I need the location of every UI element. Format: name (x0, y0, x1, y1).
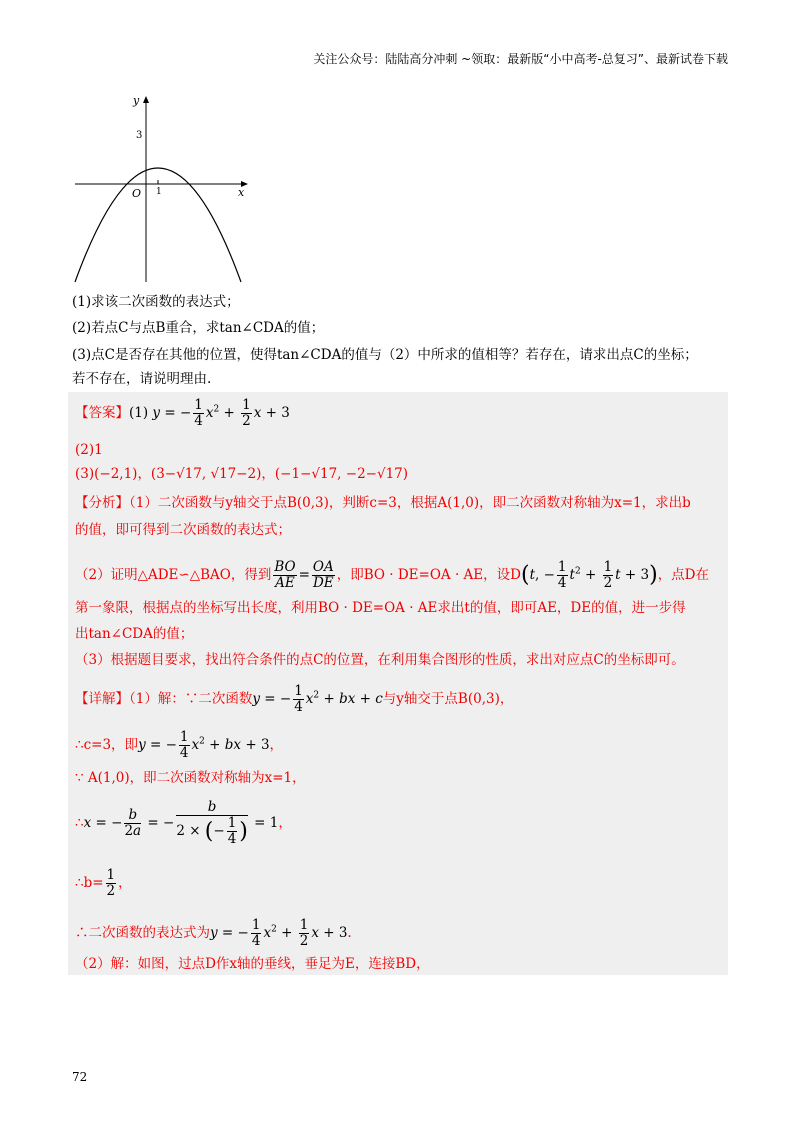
detail-line-1: 【详解】（1）解：∵二次函数y = − $\frac{1}{4}$ $x^2$ + bx + c与y轴交于点B(0,3)， (75, 683, 514, 715)
analysis-line-5: （3）根据题目要求，找出符合条件的点C的位置，在利用集合图形的性质，求出对应点C的坐标即可。 (75, 652, 685, 668)
detail-line-7: （2）解：如图，过点D作x轴的垂线，垂足为E，连接BD， (75, 956, 430, 972)
question-3: (3)点C是否存在其他的位置，使得tan∠CDA的值与（2）中所求的值相等？若存在，请求出点C的坐标； (72, 347, 698, 363)
analysis-tag: 【分析】 (75, 495, 129, 511)
detail-text-1b: 与y轴交于点B(0,3)， (382, 691, 514, 707)
answer-2: (2)1 (75, 442, 103, 458)
y-intercept-label: 3 (136, 130, 143, 141)
answer-1-prefix: (1) (129, 405, 149, 421)
analysis-text-2b: ，即BO · DE=OA · AE，设D (336, 567, 521, 583)
analysis-text-1a: （1）二次函数与y轴交于点B(0,3)，判断c=3，根据A(1,0)，即二次函数对称轴为x=1，求出b (129, 495, 691, 511)
analysis-line-1b: 的值，即可得到二次函数的表达式； (75, 522, 291, 538)
question-2: (2)若点C与点B重合，求tan∠CDA的值； (72, 320, 325, 336)
x-axis-label: x (238, 186, 245, 199)
origin-label: O (132, 187, 142, 200)
page-number: 72 (72, 1070, 88, 1084)
detail-line-6: ∴二次函数的表达式为y = − $\frac{1}{4}$ $x^2$ + $\frac{1}{2}$ x + 3. (75, 917, 352, 949)
parabola-graph (70, 92, 260, 287)
analysis-line-3: 第一象限，根据点的坐标写出长度，利用BO · DE=OA · AE求出t的值，即可AE，DE的值，进一步得 (75, 600, 686, 616)
analysis-line-2: （2）证明△ADE∽△BAO，得到 $\frac{BO}{AE}$ = $\frac{OA}{DE}$ ，即BO · DE=OA · AE，设D(t, − $\frac{1}{4}$ $t^2$ + $\frac{1}{2}$ t + 3)，点D在 (75, 559, 710, 591)
detail-text-2: ∴c=3，即 (75, 737, 139, 753)
analysis-line-4: 出tan∠CDA的值； (75, 626, 194, 642)
y-axis-label: y (133, 94, 140, 107)
detail-line-5: ∴b= $\frac{1}{2}$ ， (75, 867, 132, 899)
detail-tag: 【详解】 (75, 691, 129, 707)
answer-line-1: 【答案】(1) y = − $\frac{1}{4}$ $x^2$ + $\frac{1}{2}$ x + 3 (75, 397, 290, 429)
answer-3: (3)(−2,1)，(3−√17, √17−2)，(−1−√17, −2−√17) (75, 466, 409, 482)
question-1: (1)求该二次函数的表达式； (72, 294, 240, 310)
tick-label: 1 (156, 187, 162, 197)
question-3-cont: 若不存在，请说明理由. (72, 371, 212, 387)
analysis-text-2c: ，点D在 (657, 567, 710, 583)
detail-text-6: ∴二次函数的表达式为 (75, 925, 210, 941)
detail-line-2: ∴c=3，即y = − $\frac{1}{4}$ $x^2$ + bx + 3， (75, 729, 284, 761)
detail-text-4: ∴ (75, 815, 84, 831)
detail-line-4: ∴x = − $\frac{b}{2a}$ = − b 2 × (− $\frac{1}{4}$ ) = 1， (75, 799, 292, 847)
detail-text-1a: （1）解：∵二次函数 (129, 691, 253, 707)
detail-line-3: ∵ A(1,0)，即二次函数对称轴为x=1， (75, 770, 306, 786)
page-header: 关注公众号：陆陆高分冲刺 ~领取：最新版“小中高考-总复习”、最新试卷下载 (313, 52, 728, 66)
analysis-text-2a: （2）证明△ADE∽△BAO，得到 (75, 567, 272, 583)
detail-text-5: ∴b= (75, 875, 104, 891)
analysis-line-1 (75, 493, 691, 513)
answer-tag: 【答案】 (75, 405, 129, 421)
